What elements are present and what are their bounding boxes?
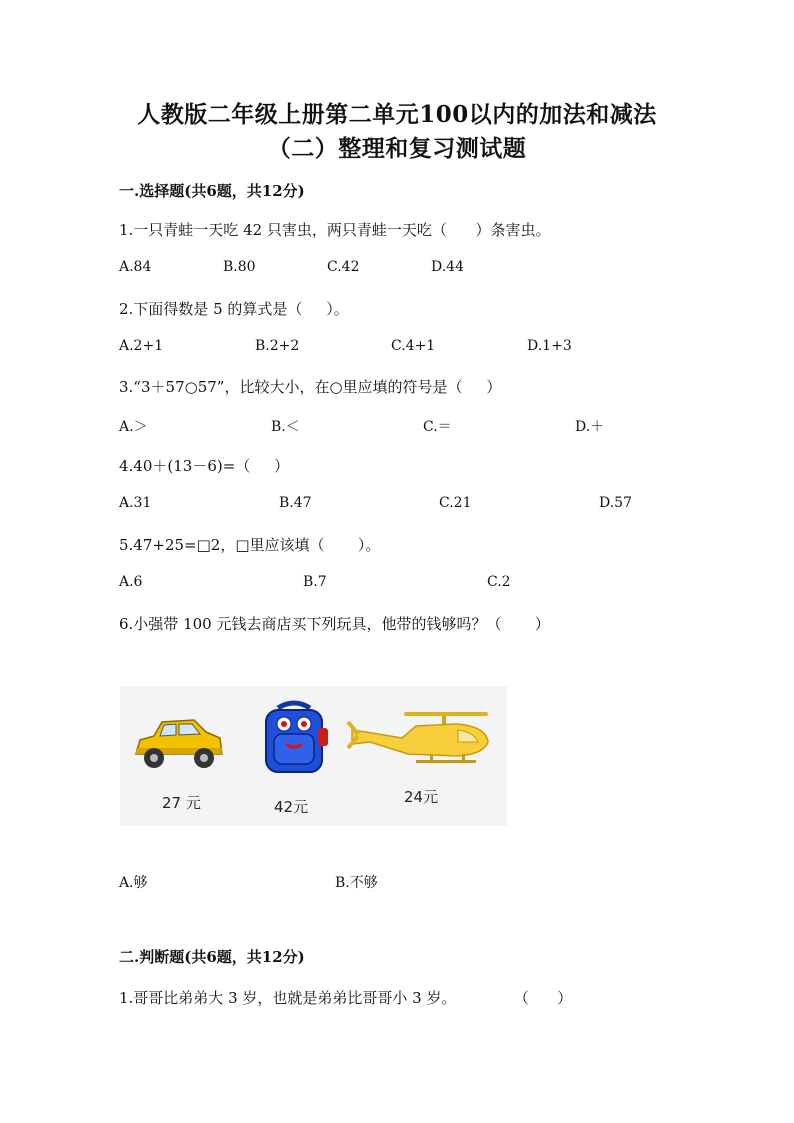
q4-option-a: A.31 xyxy=(119,495,152,511)
q2-option-a: A.2+1 xyxy=(119,338,164,354)
q6-option-a: A.够 xyxy=(119,875,148,891)
question-6: 6.小强带 100 元钱去商店买下列玩具，他带的钱够吗？（ ） xyxy=(119,615,550,633)
q2-option-b: B.2+2 xyxy=(255,338,300,354)
q3-option-b: B.＜ xyxy=(271,419,300,435)
q2-option-d: D.1+3 xyxy=(527,338,572,354)
backpack-price: 42元 xyxy=(274,798,309,816)
question-1: 1.一只青蛙一天吃 42 只害虫，两只青蛙一天吃（ ）条害虫。 xyxy=(119,221,551,239)
q4-option-d: D.57 xyxy=(599,495,632,511)
judgment-question-1: 1.哥哥比弟弟大 3 岁，也就是弟弟比哥哥小 3 岁。 （ ） xyxy=(119,989,573,1007)
q1-option-c: C.42 xyxy=(327,259,360,275)
question-2: 2.下面得数是 5 的算式是（ ）。 xyxy=(119,300,349,318)
doc-title-line1: 人教版二年级上册第二单元100以内的加法和减法 xyxy=(137,101,657,128)
doc-title-line2: （二）整理和复习测试题 xyxy=(267,135,527,162)
q6-option-b: B.不够 xyxy=(335,875,378,891)
toy-car-image xyxy=(132,710,226,776)
q3-option-d: D.＋ xyxy=(575,419,605,435)
question-4: 4.40＋(13－6)=（ ） xyxy=(119,457,290,475)
q2-option-c: C.4+1 xyxy=(391,338,436,354)
q4-option-b: B.47 xyxy=(279,495,312,511)
helicopter-price: 24元 xyxy=(404,788,439,806)
question-5: 5.47+25=□2，□里应该填（ ）。 xyxy=(119,536,381,554)
toy-helicopter-image xyxy=(346,708,496,768)
section1-heading: 一.选择题(共6题，共12分) xyxy=(119,182,305,200)
q3-option-a: A.＞ xyxy=(119,419,148,435)
question-3: 3.“3＋57○57”，比较大小，在○里应填的符号是（ ） xyxy=(119,378,502,396)
q1-option-d: D.44 xyxy=(431,259,464,275)
car-price: 27 元 xyxy=(162,794,201,812)
q1-option-b: B.80 xyxy=(223,259,256,275)
q5-option-c: C.2 xyxy=(487,574,511,590)
q5-option-a: A.6 xyxy=(119,574,143,590)
q5-option-b: B.7 xyxy=(303,574,327,590)
q4-option-c: C.21 xyxy=(439,495,472,511)
toys-figure xyxy=(120,686,507,826)
q1-option-a: A.84 xyxy=(119,259,152,275)
toy-backpack-image xyxy=(256,698,332,778)
q3-option-c: C.＝ xyxy=(423,419,452,435)
section2-heading: 二.判断题(共6题，共12分) xyxy=(119,948,305,966)
